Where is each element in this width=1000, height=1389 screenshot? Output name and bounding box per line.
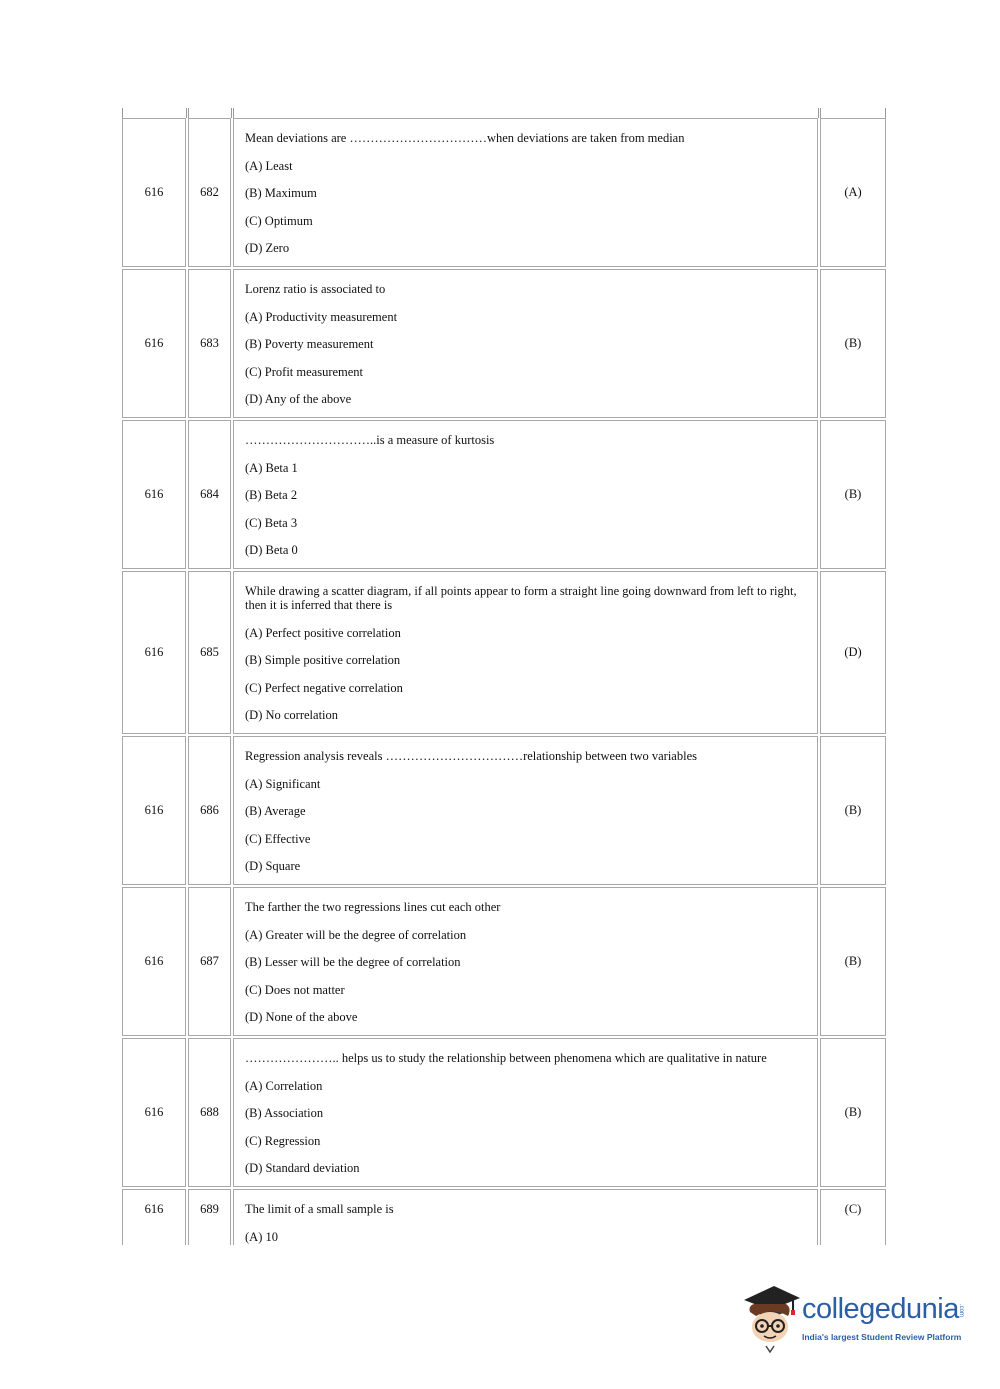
option-d: (D) Any of the above bbox=[245, 392, 352, 406]
table-row bbox=[122, 1189, 886, 1245]
table-row bbox=[122, 118, 886, 267]
question-text: While drawing a scatter diagram, if all points appear to form a straight line going downward from left to right, then it is inferred that there is bbox=[245, 584, 797, 612]
option-b: (B) Lesser will be the degree of correlation bbox=[245, 955, 461, 969]
table-top-stub bbox=[122, 108, 886, 118]
option-c: (C) Does not matter bbox=[245, 982, 345, 997]
question-cell bbox=[233, 1189, 818, 1245]
option-c: (C) Perfect negative correlation bbox=[245, 680, 403, 695]
option-b: (B) Average bbox=[245, 804, 306, 818]
question-text: Regression analysis reveals ……………………………relationship between two variables bbox=[245, 749, 697, 763]
question-text: …………………………..is a measure of kurtosis bbox=[245, 433, 495, 447]
table-row bbox=[122, 736, 886, 885]
question-number-cell: 688 bbox=[188, 1038, 231, 1187]
option-d: (D) Square bbox=[245, 859, 301, 873]
question-cell bbox=[233, 571, 818, 734]
answer-cell: (D) bbox=[820, 571, 886, 734]
question-cell bbox=[233, 1038, 818, 1187]
logo-wordmark: collegedunia bbox=[802, 1293, 959, 1325]
answer-cell: (A) bbox=[820, 118, 886, 267]
option-c: (C) Beta 3 bbox=[245, 515, 298, 530]
paper-code-cell: 616 bbox=[122, 1189, 186, 1245]
option-c: (C) Effective bbox=[245, 831, 311, 846]
option-b: (B) Association bbox=[245, 1106, 324, 1120]
answer-cell: (B) bbox=[820, 887, 886, 1036]
collegedunia-logo bbox=[740, 1280, 970, 1355]
table-row bbox=[122, 887, 886, 1036]
logo-suffix: .com bbox=[958, 1304, 964, 1318]
question-number-cell: 687 bbox=[188, 887, 231, 1036]
option-a: (A) Beta 1 bbox=[245, 460, 298, 475]
option-d: (D) Standard deviation bbox=[245, 1161, 360, 1175]
answer-cell: (C) bbox=[820, 1189, 886, 1245]
mascot-icon bbox=[740, 1280, 804, 1355]
option-a: (A) Significant bbox=[245, 776, 321, 791]
answer-cell: (B) bbox=[820, 1038, 886, 1187]
paper-code-cell: 616 bbox=[122, 269, 186, 418]
logo-tagline: India's largest Student Review Platform bbox=[802, 1332, 962, 1342]
option-c: (C) Optimum bbox=[245, 213, 313, 228]
question-text: ………………….. helps us to study the relationship between phenomena which are qualitative in nature bbox=[245, 1051, 767, 1065]
option-d: (D) No correlation bbox=[245, 708, 339, 722]
answer-cell: (B) bbox=[820, 736, 886, 885]
option-b: (B) Maximum bbox=[245, 186, 317, 200]
question-number-cell: 685 bbox=[188, 571, 231, 734]
question-text: The farther the two regressions lines cut each other bbox=[245, 900, 501, 914]
option-a: (A) Productivity measurement bbox=[245, 309, 398, 324]
option-c: (C) Profit measurement bbox=[245, 364, 364, 379]
table-row bbox=[122, 420, 886, 569]
table-row bbox=[122, 571, 886, 734]
question-cell bbox=[233, 118, 818, 267]
option-a: (A) Perfect positive correlation bbox=[245, 625, 401, 640]
question-cell bbox=[233, 736, 818, 885]
option-b: (B) Poverty measurement bbox=[245, 337, 374, 351]
paper-code-cell: 616 bbox=[122, 118, 186, 267]
question-text: The limit of a small sample is bbox=[245, 1202, 394, 1216]
question-number-cell: 683 bbox=[188, 269, 231, 418]
option-a: (A) Least bbox=[245, 158, 293, 173]
answer-cell: (B) bbox=[820, 269, 886, 418]
option-c: (C) Regression bbox=[245, 1133, 321, 1148]
option-a: (A) Greater will be the degree of correlation bbox=[245, 927, 467, 942]
option-a: (A) Correlation bbox=[245, 1078, 323, 1093]
paper-code-cell: 616 bbox=[122, 420, 186, 569]
option-d: (D) None of the above bbox=[245, 1010, 358, 1024]
question-number-cell: 689 bbox=[188, 1189, 231, 1245]
option-d: (D) Zero bbox=[245, 241, 290, 255]
option-b: (B) Simple positive correlation bbox=[245, 653, 401, 667]
question-table bbox=[122, 118, 886, 1247]
question-text: Lorenz ratio is associated to bbox=[245, 282, 386, 296]
option-b: (B) Beta 2 bbox=[245, 488, 298, 502]
question-number-cell: 684 bbox=[188, 420, 231, 569]
paper-code-cell: 616 bbox=[122, 571, 186, 734]
question-cell bbox=[233, 887, 818, 1036]
question-text: Mean deviations are ……………………………when deviations are taken from median bbox=[245, 131, 685, 145]
paper-code-cell: 616 bbox=[122, 1038, 186, 1187]
question-number-cell: 686 bbox=[188, 736, 231, 885]
answer-cell: (B) bbox=[820, 420, 886, 569]
table-row bbox=[122, 1038, 886, 1187]
question-number-cell: 682 bbox=[188, 118, 231, 267]
option-a: (A) 10 bbox=[245, 1229, 278, 1244]
option-d: (D) Beta 0 bbox=[245, 543, 298, 557]
question-cell bbox=[233, 420, 818, 569]
paper-code-cell: 616 bbox=[122, 736, 186, 885]
question-cell bbox=[233, 269, 818, 418]
table-row bbox=[122, 269, 886, 418]
paper-code-cell: 616 bbox=[122, 887, 186, 1036]
